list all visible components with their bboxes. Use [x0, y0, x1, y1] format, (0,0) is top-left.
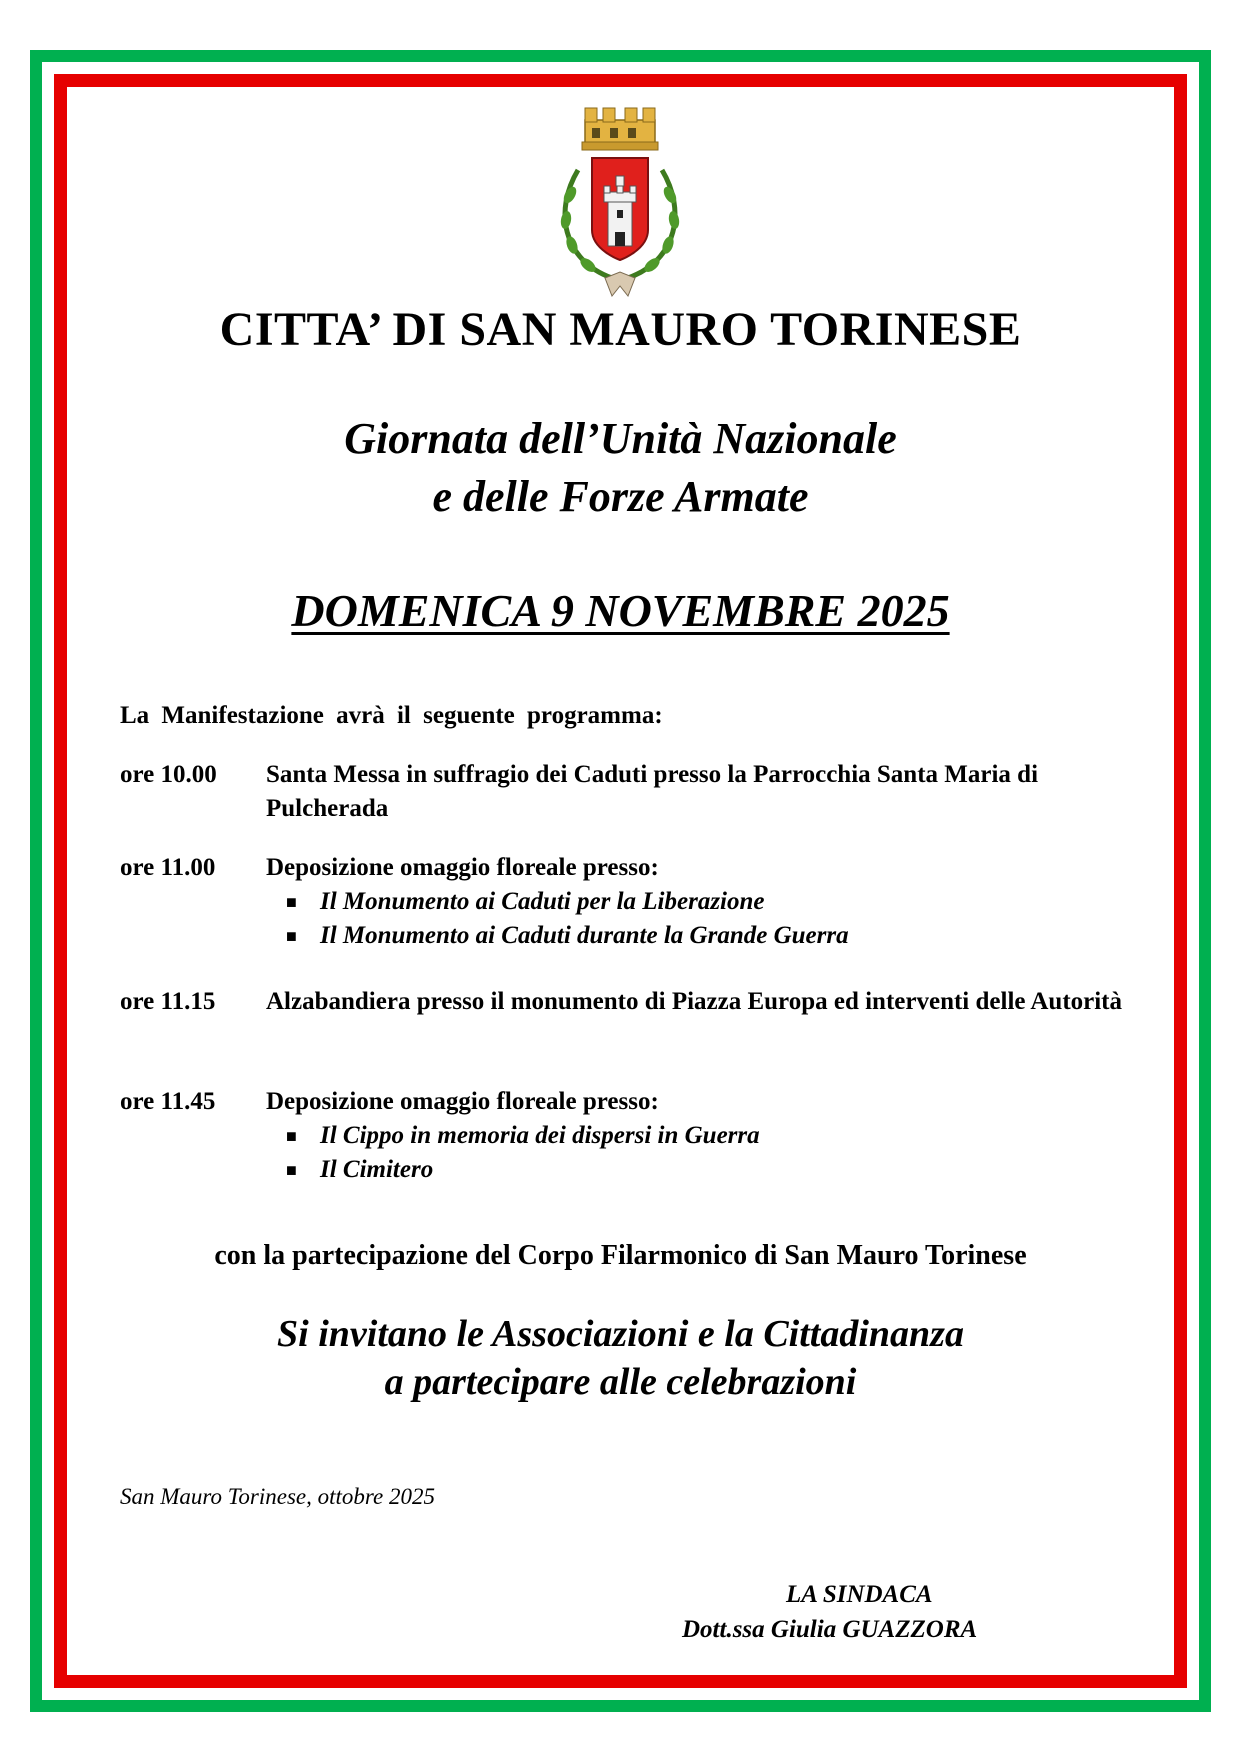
participation-note: con la partecipazione del Corpo Filarmonico di San Mauro Torinese: [214, 1240, 1027, 1271]
program-item: [120, 851, 1135, 953]
square-bullet-icon: ■: [286, 892, 297, 912]
program-intro: La Manifestazione avrà il seguente programma:: [120, 702, 663, 729]
list-item: [286, 919, 1135, 953]
signature-name: Dott.ssa Giulia GUAZZORA: [682, 1616, 978, 1643]
invitation: [0, 1310, 1241, 1406]
subtitle-line-2: e delle Forze Armate: [432, 472, 809, 521]
program-description: Deposizione omaggio floreale presso:: [266, 854, 659, 881]
square-bullet-icon: ■: [286, 1126, 297, 1146]
program-description: Alzabandiera presso il monumento di Piazza Europa ed interventi delle Autorità: [266, 988, 1123, 1015]
invitation-line-2: a partecipare alle celebrazioni: [384, 1361, 857, 1403]
bullet-list: [286, 1119, 1135, 1187]
list-item-text: Il Monumento ai Caduti durante la Grande Guerra: [320, 922, 849, 949]
city-title: CITTA’ DI SAN MAURO TORINESE: [219, 303, 1022, 356]
bullet-list: [286, 885, 1135, 953]
subtitle-line-1: Giornata dell’Unità Nazionale: [344, 414, 897, 463]
list-item: [286, 1153, 1135, 1187]
event-subtitle: [0, 410, 1241, 526]
program-item: [120, 985, 1135, 1019]
program-description: Santa Messa in suffragio dei Caduti presso la Parrocchia Santa Maria di Pulcherada: [266, 761, 1039, 822]
signature-title: LA SINDACA: [786, 1581, 933, 1608]
list-item: [286, 1119, 1135, 1153]
square-bullet-icon: ■: [286, 1160, 297, 1180]
event-date: [0, 584, 1241, 637]
list-item-text: Il Cippo in memoria dei dispersi in Guerra: [320, 1122, 760, 1149]
program-description: Deposizione omaggio floreale presso:: [266, 1088, 659, 1115]
program-time: ore 11.15: [120, 988, 216, 1015]
program-item: [120, 758, 1135, 826]
city-coat-of-arms-icon: [560, 100, 680, 310]
list-item: [286, 885, 1135, 919]
place-date: San Mauro Torinese, ottobre 2025: [120, 1484, 435, 1509]
invitation-line-1: Si invitano le Associazioni e la Cittadinanza: [277, 1313, 964, 1355]
program-time: ore 11.45: [120, 1088, 216, 1115]
program-item: [120, 1085, 1135, 1187]
square-bullet-icon: ■: [286, 926, 297, 946]
program-time: ore 11.00: [120, 854, 216, 881]
list-item-text: Il Monumento ai Caduti per la Liberazione: [320, 888, 765, 915]
list-item-text: Il Cimitero: [320, 1156, 434, 1183]
event-date-text: DOMENICA 9 NOVEMBRE 2025: [291, 585, 950, 636]
program-time: ore 10.00: [120, 761, 217, 788]
